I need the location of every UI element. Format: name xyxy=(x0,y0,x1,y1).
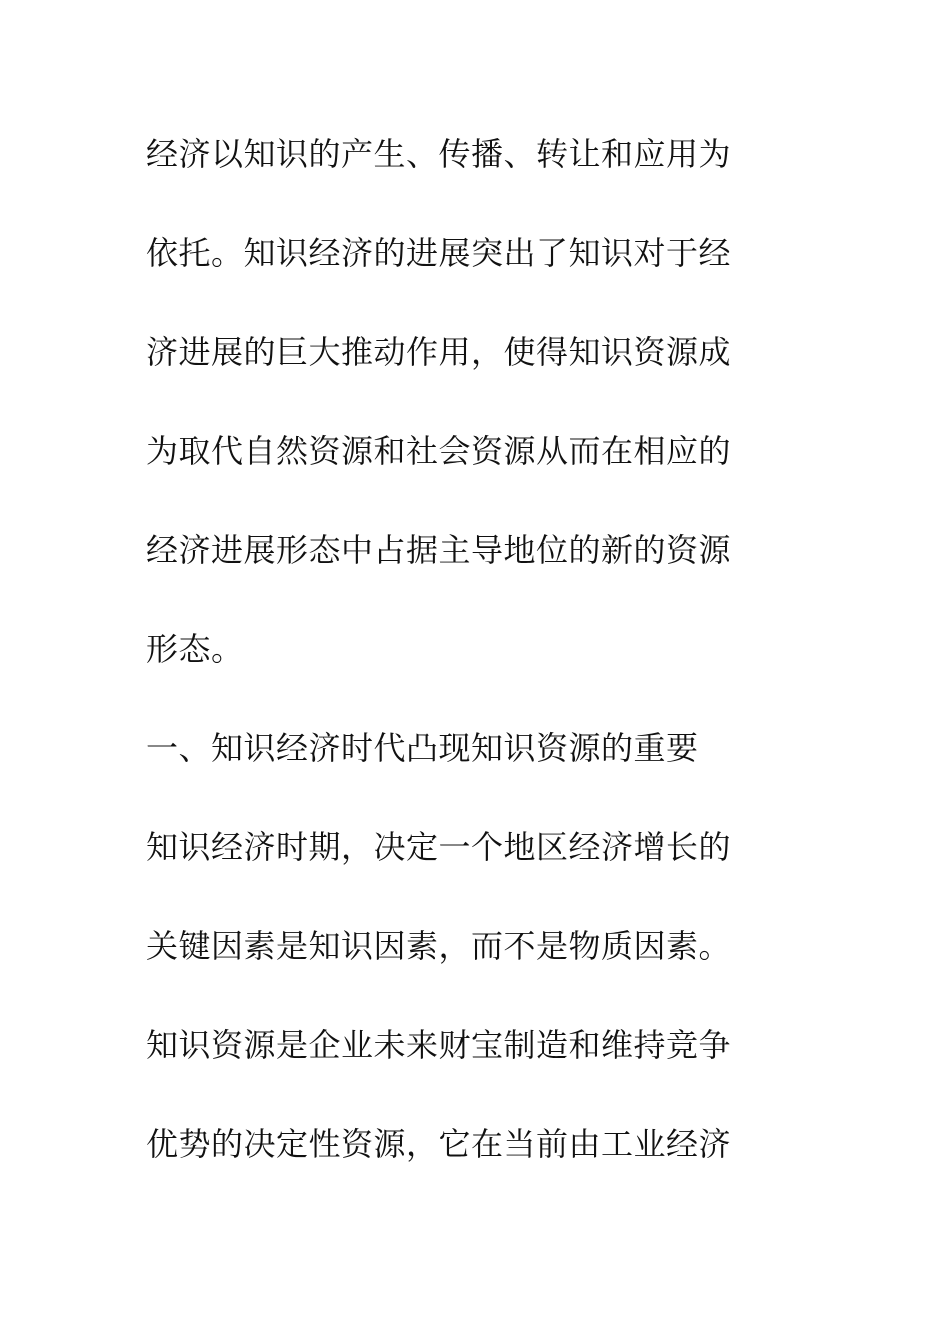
body-text xyxy=(146,126,786,1215)
text-line-6: 形态。 xyxy=(146,630,244,668)
text-line-10: 知识资源是企业未来财宝制造和维持竞争 xyxy=(146,1026,732,1064)
text-line-3: 济进展的巨大推动作用，使得知识资源成 xyxy=(146,333,732,371)
text-line-8: 知识经济时期，决定一个地区经济增长的 xyxy=(146,828,732,866)
text-line-11: 优势的决定性资源，它在当前由工业经济 xyxy=(146,1125,732,1163)
text-line-4: 为取代自然资源和社会资源从而在相应的 xyxy=(146,432,732,470)
text-line-9: 关键因素是知识因素，而不是物质因素。 xyxy=(146,927,732,965)
text-line-1: 经济以知识的产生、传播、转让和应用为 xyxy=(146,135,732,173)
text-line-2: 依托。知识经济的进展突出了知识对于经 xyxy=(146,234,732,272)
text-line-5: 经济进展形态中占据主导地位的新的资源 xyxy=(146,531,732,569)
section-heading: 一、知识经济时代凸现知识资源的重要 xyxy=(146,729,699,767)
